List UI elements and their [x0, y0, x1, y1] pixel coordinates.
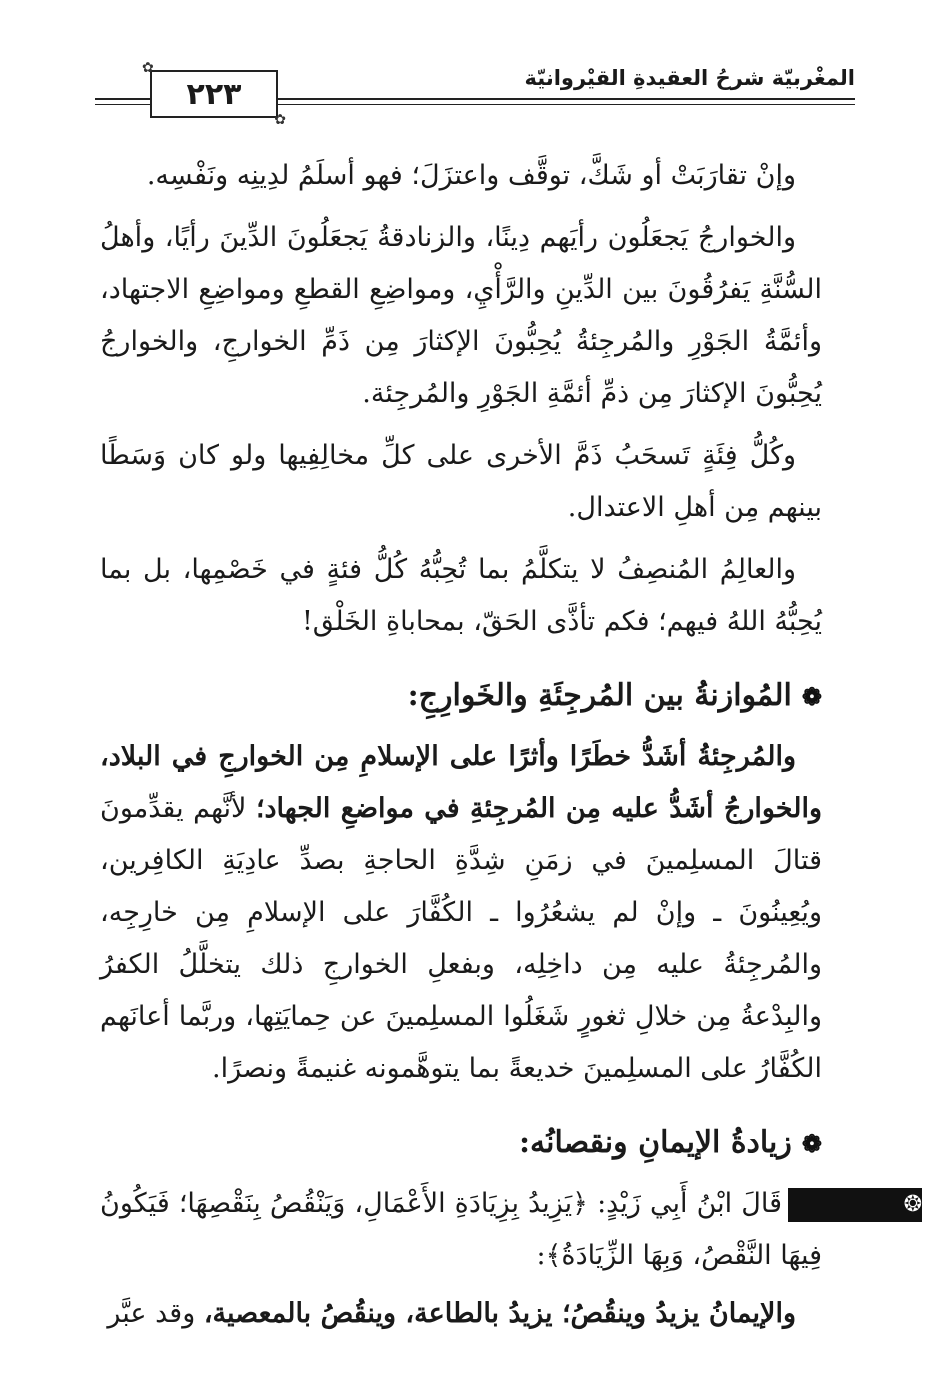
section-heading-text: زيادةُ الإيمانِ ونقصانُه:	[518, 1125, 792, 1160]
section-heading-text: المُوازنةُ بين المُرجِئَةِ والخَوارِجِ:	[407, 678, 792, 713]
page-header	[95, 60, 855, 130]
paragraph: والخوارجُ يَجعَلُون رأيَهم دِينًا، والزنادقةُ يَجعَلُونَ الدِّينَ رأيًا، وأهلُ السُّنَّةِ يَفرُقُونَ بين الدِّينِ والرَّأْيِ، ومواضِعِ القطعِ ومواضِعِ الاجتهاد، وأئمَّةُ الجَوْرِ والمُرجِئةُ يُحِبُّونَ الإكثارَ مِن ذَمِّ الخوارجِ، والخوارجُ يُحِبُّونَ الإكثارَ مِن ذمِّ أئمَّةِ الجَوْرِ والمُرجِئة.	[100, 222, 822, 409]
matn-marker-bar	[788, 1188, 922, 1222]
bold-statement: والمُرجِئةُ أشَدُّ خطَرًا وأثرًا على الإسلامِ مِن الخوارجِ في البلاد، والخوارجُ أشَدُّ عليه مِن المُرجِئةِ في مواضعِ الجهاد؛	[100, 741, 823, 824]
paragraph: وإنْ تقارَبَتْ أو شَكَّ، توقَّف واعتزَلَ؛ فهو أسلَمُ لدِينِه ونَفْسِه.	[146, 160, 796, 191]
page-body	[100, 150, 922, 1350]
matn-block	[100, 1178, 922, 1282]
bold-statement: والإيمانُ يزيدُ وينقُصُ؛ يزيدُ بالطاعة، وينقُصُ بالمعصية،	[203, 1298, 796, 1329]
section-heading	[100, 670, 822, 723]
page-number: ✿ ٢٢٣	[186, 76, 242, 112]
matn-text: قَالَ ابْنُ أَبِي زَيْدٍ: ﴿يَزِيدُ بِزِيَادَةِ الأَعْمَالِ، وَيَنْقُصُ بِنَقْصِهَا؛ فَيَكُونُ فِيهَا النَّقْصُ، وَبِهَا الزِّيَادَةُ﴾:	[100, 1188, 822, 1271]
paragraph	[100, 731, 822, 1095]
paragraph: وكُلُّ فِئَةٍ تَسحَبُ ذَمَّ الأخرى على كلِّ مخالِفِيها ولو كان وَسَطًا بينهم مِن أهلِ الاعتدال.	[100, 440, 822, 523]
flower-ornament-icon: ❂	[903, 1192, 922, 1217]
page-number-frame	[150, 70, 278, 118]
ornament-icon: ❁	[801, 1129, 822, 1158]
running-title: المغْربيّة شرحُ العقيدةِ القيْروانيّة	[524, 66, 855, 90]
paragraph-text: وقد عبَّر	[107, 1298, 204, 1329]
paragraph	[100, 1288, 822, 1340]
paragraph: والعالِمُ المُنصِفُ لا يتكلَّمُ بما تُحِبُّهُ كُلُّ فئةٍ في خَصْمِها، بل بما يُحِبُّهُ اللهُ فيهم؛ فكم تأذَّى الحَقّ، بمحاباةِ الخَلْق!	[100, 554, 822, 637]
section-heading	[100, 1117, 822, 1170]
ornament-icon: ❁	[801, 682, 822, 711]
paragraph-text: لأنَّهم يقدِّمونَ قتالَ المسلِمينَ في زمَنِ شِدَّةِ الحاجةِ بصدِّ عادِيَةِ الكافِرين، ويُعِينُونَ ـ وإنْ لم يشعُرُوا ـ الكُفَّارَ على الإسلامِ مِن خارِجِه، والمُرجِئةُ عليه مِن داخِلِه، وبفعلِ الخوارجِ ذلك يتخلَّلُ الكفرُ والبِدْعةُ مِن خلالِ ثغورٍ شَغَلُوا المسلِمينَ عن حِمايَتِها، وربَّما أعانَهم الكُفَّارُ على المسلِمينَ خديعةً بما يتوهَّمونه غنيمةً ونصرًا.	[100, 793, 822, 1084]
